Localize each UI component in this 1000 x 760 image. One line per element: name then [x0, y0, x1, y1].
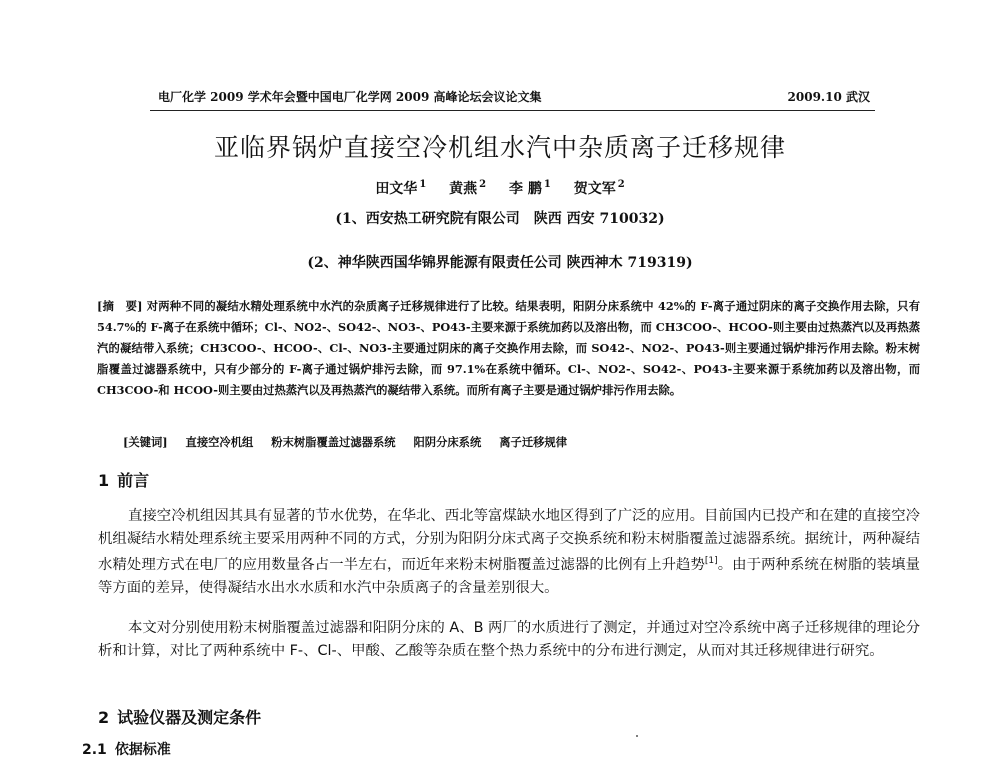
author-name: 田文华: [375, 181, 418, 197]
keyword: 直接空冷机组: [185, 435, 254, 449]
paragraph-text: 本文对分别使用粉末树脂覆盖过滤器和阳阴分床的 A、B 两厂的水质进行了测定，并通过对空冷系统中离子迁移规律的理论分析和计算，对比了两种系统中 F-、Cl-、甲酸、乙酸等杂质在整个热力系统中的分布进行测定，从而对其迁移规律进行研究。: [98, 620, 920, 659]
subsection-heading: [82, 740, 171, 760]
abstract-label: [摘 要]: [97, 299, 143, 313]
keyword: 阳阴分床系统: [413, 435, 482, 449]
keyword: 粉末树脂覆盖过滤器系统: [271, 435, 396, 449]
keyword: 离子迁移规律: [499, 435, 568, 449]
author-affiliation-mark: 2: [479, 179, 487, 190]
author: [509, 181, 551, 197]
header-rule: [150, 110, 875, 111]
citation-ref[interactable]: [1]: [704, 556, 718, 566]
keywords: [123, 432, 920, 453]
author: [375, 181, 426, 197]
section-heading-methods: [98, 706, 261, 730]
subsection-number: 2.1: [82, 742, 107, 758]
section-number: 2: [98, 708, 110, 727]
section-title: 试验仪器及测定条件: [117, 708, 262, 727]
author-name: 黄燕: [449, 181, 478, 197]
subsection-title: 依据标准: [114, 742, 171, 758]
affiliation-1: (1、西安热工研究院有限公司 陕西 西安 710032): [335, 211, 665, 227]
paragraph-text: 。由于两种系统在树脂的装填量等方面的差异，使得凝结水出水水质和水汽中杂质离子的含量差别很大。: [98, 557, 920, 596]
paper-title: 亚临界锅炉直接空冷机组水汽中杂质离子迁移规律: [213, 133, 786, 162]
section-title: 前言: [117, 471, 150, 490]
scan-speck: [636, 735, 638, 737]
abstract-text: 对两种不同的凝结水精处理系统中水汽的杂质离子迁移规律进行了比较。结果表明，阳阴分床系统中 42%的 F-离子通过阴床的离子交换作用去除，只有 54.7%的 F-离子在系统中循环；Cl-、NO2-、SO42-、NO3-、PO43-主要来源于系统加药以及溶出物，而 CH3COO-、HCOO-则主要由过热蒸汽以及再热蒸汽的凝结带入系统；CH3COO-、HCOO-、Cl-、NO3-主要通过阴床的离子交换作用去除，而 SO42-、NO2-、PO43-则主要通过锅炉排污作用去除。粉末树脂覆盖过滤器系统中，只有少部分的 F-离子通过锅炉排污去除，而 97.1%在系统中循环。Cl-、NO2-、SO42-、PO43-主要来源于系统加药以及溶出物，而 CH3COO-和 HCOO-则主要由过热蒸汽以及再热蒸汽的凝结带入系统。而所有离子主要是通过锅炉排污作用去除。: [97, 299, 920, 397]
affiliation-2: (2、神华陕西国华锦界能源有限责任公司 陕西神木 719319): [307, 255, 693, 271]
body-paragraph: [98, 505, 920, 599]
keywords-label: [关键词]: [123, 435, 168, 449]
running-header-proceedings: 电厂化学 2009 学术年会暨中国电厂化学网 2009 高峰论坛会议论文集: [158, 90, 542, 104]
author-name: 李 鹏: [509, 181, 542, 197]
author-name: 贺文军: [573, 181, 616, 197]
paragraph-text: 直接空冷机组因其具有显著的节水优势，在华北、西北等富煤缺水地区得到了广泛的应用。目前国内已投产和在建的直接空冷机组凝结水精处理系统主要采用两种不同的方式，分别为阳阴分床式离子交换系统和粉末树脂覆盖过滤器系统。据统计，两种凝结水精处理方式在电厂的应用数量各占一半左右，而近年来粉末树脂覆盖过滤器的比例有上升趋势: [98, 508, 920, 573]
author-affiliation-mark: 2: [617, 179, 625, 190]
section-heading-introduction: [98, 469, 149, 493]
body-paragraph: [98, 617, 920, 662]
author-affiliation-mark: 1: [419, 179, 427, 190]
author-affiliation-mark: 1: [543, 179, 551, 190]
author-list: [0, 174, 1000, 200]
author: [574, 181, 625, 197]
running-header-date-place: 2009.10 武汉: [787, 90, 870, 104]
section-number: 1: [98, 471, 110, 490]
abstract: [97, 296, 920, 401]
author: [449, 181, 486, 197]
running-header: [158, 87, 870, 107]
